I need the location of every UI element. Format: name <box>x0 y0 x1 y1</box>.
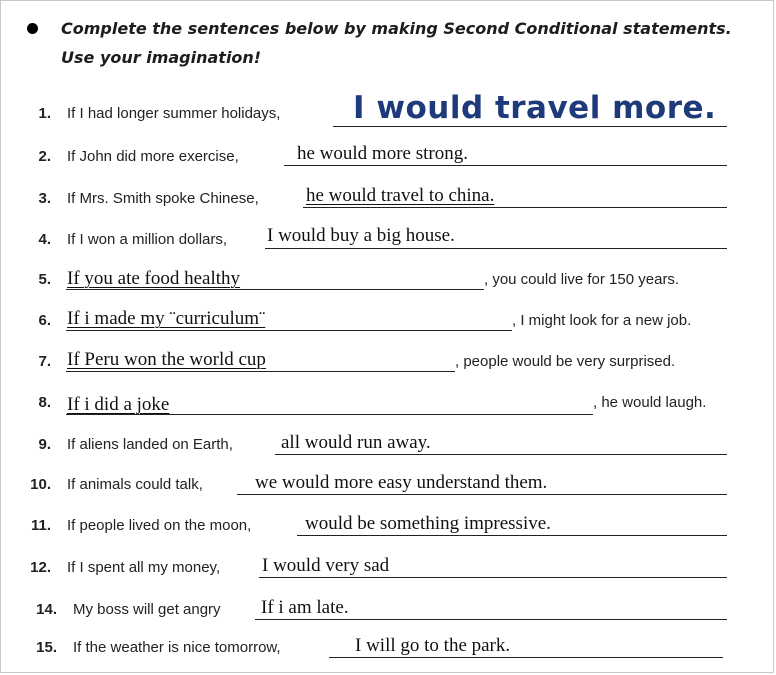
item-number: 8. <box>38 394 51 411</box>
item-prompt: My boss will get angry <box>73 601 221 618</box>
item-prompt: If animals could talk, <box>67 476 203 493</box>
item-answer: he would more strong. <box>297 143 468 164</box>
item-prompt: If the weather is nice tomorrow, <box>73 639 281 656</box>
item-answer: all would run away. <box>281 432 431 453</box>
item-answer: I would very sad <box>262 555 390 576</box>
item-prompt: If I had longer summer holidays, <box>67 105 281 122</box>
item-number: 4. <box>38 231 51 248</box>
exercise-item-1 <box>1 90 776 126</box>
exercise-item-15 <box>1 634 776 664</box>
exercise-item-7 <box>1 348 776 378</box>
instruction-text: Complete the sentences below by making Second Conditional statements. Use your imagination! <box>61 19 732 67</box>
item-number: 9. <box>38 436 51 453</box>
item-answer: If i did a joke <box>67 394 170 415</box>
item-answer: he would travel to china. <box>306 185 495 206</box>
item-suffix: , he would laugh. <box>593 394 707 411</box>
item-answer: would be something impressive. <box>305 513 551 534</box>
item-answer: If i made my ¨curriculum¨ <box>67 308 266 329</box>
item-answer: If Peru won the world cup <box>67 349 266 370</box>
item-number: 2. <box>38 148 51 165</box>
item-prompt: If I won a million dollars, <box>67 231 228 248</box>
item-prompt: If aliens landed on Earth, <box>67 436 233 453</box>
exercise-item-11 <box>1 513 776 543</box>
item-number: 7. <box>38 353 51 370</box>
item-answer: we would more easy understand them. <box>255 472 548 493</box>
bullet-icon <box>27 23 38 34</box>
exercise-item-8 <box>1 392 776 422</box>
item-number: 10. <box>30 476 51 493</box>
exercise-item-5 <box>1 267 776 297</box>
item-suffix: , you could live for 150 years. <box>484 271 680 288</box>
item-suffix: , I might look for a new job. <box>512 312 692 329</box>
item-number: 3. <box>38 190 51 207</box>
item-prompt: If I spent all my money, <box>67 559 221 576</box>
item-answer: If i am late. <box>261 597 349 618</box>
item-answer: If you ate food healthy <box>67 268 241 289</box>
exercise-item-12 <box>1 555 776 585</box>
exercise-item-10 <box>1 472 776 502</box>
exercise-item-3 <box>1 184 776 214</box>
item-suffix: , people would be very surprised. <box>455 353 676 370</box>
item-answer: I would buy a big house. <box>267 225 455 246</box>
item-number: 12. <box>30 559 51 576</box>
exercise-item-6 <box>1 308 776 338</box>
item-prompt: If John did more exercise, <box>67 148 239 165</box>
item-answer: I would travel more. <box>353 90 717 126</box>
exercise-item-4 <box>1 224 776 254</box>
item-number: 5. <box>38 271 51 288</box>
item-number: 14. <box>36 601 57 618</box>
item-number: 15. <box>36 639 57 656</box>
item-answer: I will go to the park. <box>355 635 511 656</box>
exercise-item-9 <box>1 432 776 462</box>
item-prompt: If people lived on the moon, <box>67 517 252 534</box>
exercise-item-14 <box>1 597 776 627</box>
item-number: 1. <box>38 105 51 122</box>
item-prompt: If Mrs. Smith spoke Chinese, <box>67 190 259 207</box>
item-number: 11. <box>30 517 51 534</box>
item-number: 6. <box>38 312 51 329</box>
exercise-item-2 <box>1 141 776 171</box>
